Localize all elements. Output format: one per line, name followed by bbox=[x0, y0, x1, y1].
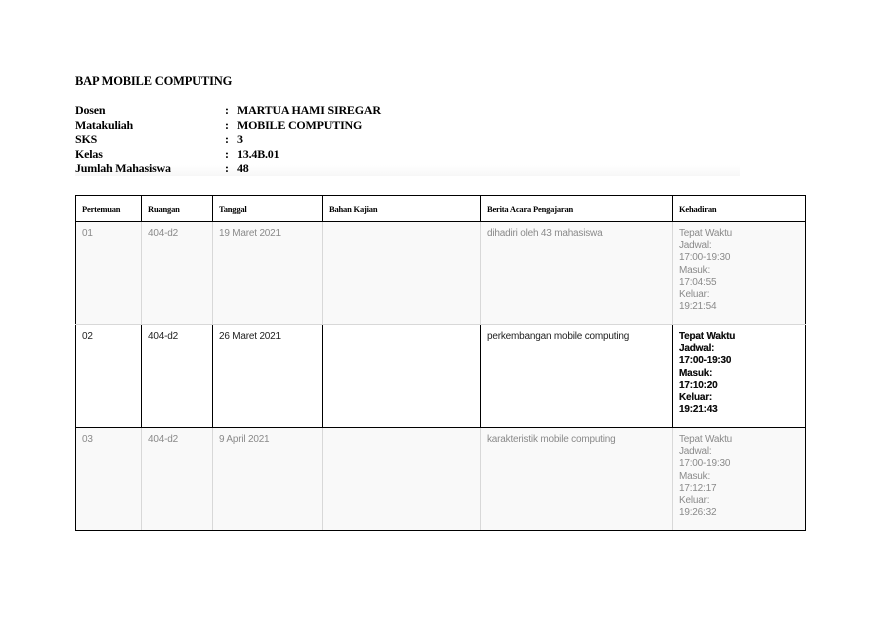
header-ruangan: Ruangan bbox=[142, 196, 213, 222]
cell-kehadiran bbox=[673, 428, 806, 531]
cell-berita-acara: perkembangan mobile computing bbox=[481, 325, 673, 428]
header-tanggal: Tanggal bbox=[213, 196, 323, 222]
info-value: MARTUA HAMI SIREGAR bbox=[237, 103, 381, 117]
cell-pertemuan: 01 bbox=[76, 222, 142, 325]
kehadiran-jadwal-value: 17:00-19:30 bbox=[679, 355, 732, 367]
kehadiran-masuk-value: 17:04:55 bbox=[679, 276, 717, 288]
info-label: Dosen bbox=[75, 103, 106, 117]
kehadiran-status: Tepat Waktu bbox=[679, 228, 733, 239]
kehadiran-status: Tepat Waktu bbox=[679, 331, 736, 342]
kehadiran-jadwal-label: Jadwal: bbox=[679, 240, 712, 252]
cell-kehadiran bbox=[673, 222, 806, 325]
kehadiran-jadwal-value: 17:00-19:30 bbox=[679, 252, 731, 264]
info-label: Matakuliah bbox=[75, 117, 134, 132]
cell-tanggal: 9 April 2021 bbox=[213, 428, 323, 531]
kehadiran-masuk-value: 17:12:17 bbox=[679, 482, 717, 494]
info-colon: : bbox=[225, 161, 229, 175]
kehadiran-jadwal-label: Jadwal: bbox=[679, 343, 715, 355]
header-pertemuan: Pertemuan bbox=[76, 196, 142, 222]
info-colon: : bbox=[225, 146, 229, 161]
kehadiran-masuk-label: Masuk: bbox=[679, 264, 711, 276]
cell-bahan-kajian bbox=[323, 222, 481, 325]
kehadiran-keluar-label: Keluar: bbox=[679, 495, 710, 507]
info-row-matakuliah bbox=[75, 118, 740, 133]
header-kehadiran: Kehadiran bbox=[673, 196, 806, 222]
info-value: 48 bbox=[237, 161, 249, 175]
cell-kehadiran bbox=[673, 325, 806, 428]
info-colon: : bbox=[225, 132, 229, 146]
cell-tanggal: 19 Maret 2021 bbox=[213, 222, 323, 325]
info-label: Jumlah Mahasiswa bbox=[75, 161, 171, 175]
cell-bahan-kajian bbox=[323, 428, 481, 531]
info-row-dosen bbox=[75, 103, 740, 118]
info-colon: : bbox=[225, 103, 229, 117]
kehadiran-status: Tepat Waktu bbox=[679, 434, 733, 445]
cell-pertemuan: 02 bbox=[76, 325, 142, 428]
info-value: MOBILE COMPUTING bbox=[237, 117, 363, 132]
bap-table bbox=[75, 195, 806, 531]
info-label: Kelas bbox=[75, 146, 103, 161]
kehadiran-jadwal-value: 17:00-19:30 bbox=[679, 458, 731, 470]
cell-berita-acara: dihadiri oleh 43 mahasiswa bbox=[481, 222, 673, 325]
info-row-kelas bbox=[75, 147, 740, 162]
cell-tanggal: 26 Maret 2021 bbox=[213, 325, 323, 428]
info-value: 3 bbox=[237, 132, 243, 146]
table-row bbox=[76, 222, 806, 325]
info-label: SKS bbox=[75, 132, 98, 146]
kehadiran-masuk-value: 17:10:20 bbox=[679, 379, 718, 391]
kehadiran-keluar-value: 19:21:43 bbox=[679, 404, 718, 416]
kehadiran-keluar-value: 19:21:54 bbox=[679, 301, 717, 313]
header-berita-acara: Berita Acara Pengajaran bbox=[481, 196, 673, 222]
cell-ruangan: 404-d2 bbox=[142, 428, 213, 531]
kehadiran-masuk-label: Masuk: bbox=[679, 470, 711, 482]
kehadiran-jadwal-label: Jadwal: bbox=[679, 446, 712, 458]
info-row-jumlah-mahasiswa bbox=[75, 161, 740, 176]
document-title: BAP MOBILE COMPUTING bbox=[75, 74, 233, 88]
table-row bbox=[76, 428, 806, 531]
info-value: 13.4B.01 bbox=[237, 146, 280, 161]
cell-berita-acara: karakteristik mobile computing bbox=[481, 428, 673, 531]
kehadiran-keluar-label: Keluar: bbox=[679, 289, 710, 301]
cell-ruangan: 404-d2 bbox=[142, 325, 213, 428]
table-row bbox=[76, 325, 806, 428]
header-bahan-kajian: Bahan Kajian bbox=[323, 196, 481, 222]
kehadiran-keluar-value: 19:26:32 bbox=[679, 507, 717, 519]
kehadiran-masuk-label: Masuk: bbox=[679, 367, 713, 379]
kehadiran-keluar-label: Keluar: bbox=[679, 392, 713, 404]
cell-ruangan: 404-d2 bbox=[142, 222, 213, 325]
info-row-sks bbox=[75, 132, 740, 147]
cell-bahan-kajian bbox=[323, 325, 481, 428]
table-header-row bbox=[76, 196, 806, 222]
info-colon: : bbox=[225, 117, 229, 132]
course-info bbox=[75, 103, 740, 176]
cell-pertemuan: 03 bbox=[76, 428, 142, 531]
